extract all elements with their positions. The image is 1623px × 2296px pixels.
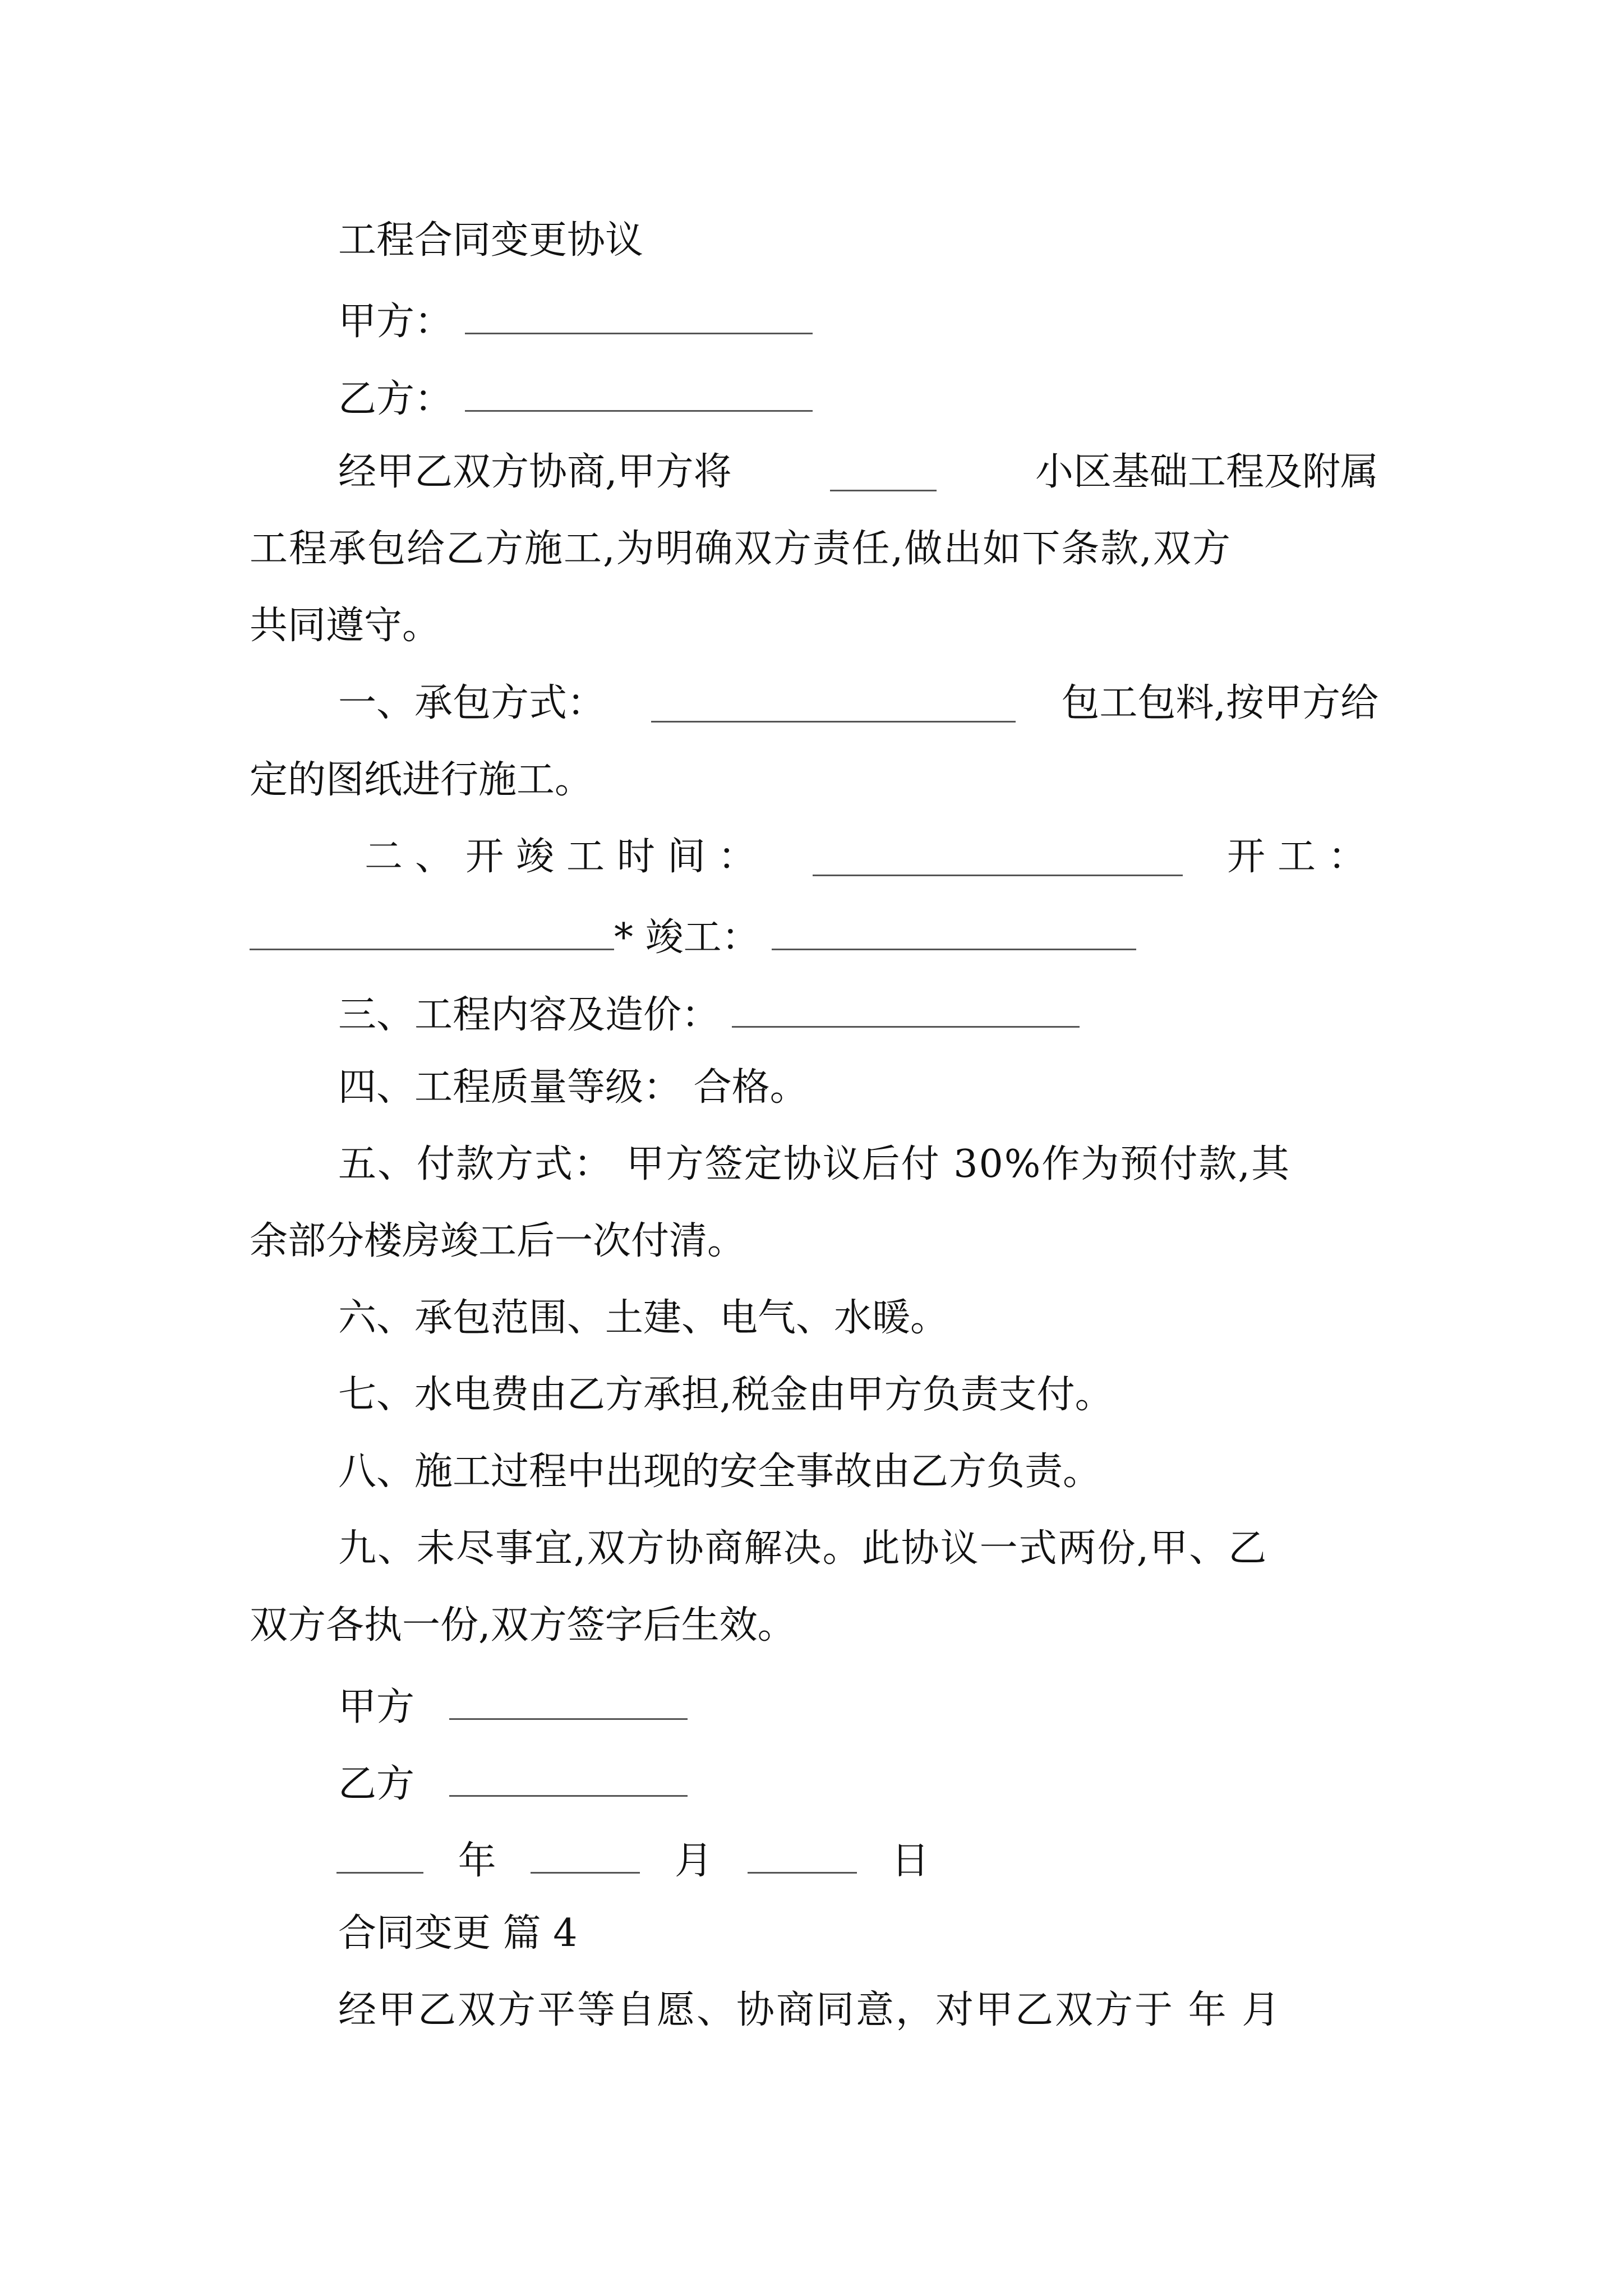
sign-b-label: 乙方	[338, 1762, 415, 1807]
item-1-line-1	[338, 681, 1378, 725]
sign-party-a	[338, 1684, 688, 1730]
item-4-line: 四、工程质量等级： 合格。	[338, 1065, 808, 1110]
day-blank	[748, 1838, 857, 1874]
item-2-end-label: 竣工：	[645, 915, 760, 960]
intro-text-1a: 经甲乙双方协商,甲方将	[338, 450, 732, 494]
item-2-blank-1	[813, 840, 1183, 876]
date-line	[336, 1838, 930, 1884]
party-a-blank	[465, 298, 813, 334]
intro-line-2: 工程承包给乙方施工,为明确双方责任,做出如下条款,双方	[250, 527, 1232, 571]
sign-b-blank	[449, 1761, 688, 1797]
item-2-blank-2	[250, 914, 614, 950]
sign-a-label: 甲方	[338, 1685, 415, 1730]
intro-line-3: 共同遵守。	[250, 604, 441, 648]
intro-blank	[830, 455, 937, 491]
item-5-line-2: 余部分楼房竣工后一次付清。	[250, 1219, 746, 1263]
item-2-line-1	[365, 835, 1378, 879]
year-label: 年	[458, 1839, 496, 1884]
item-1-label: 一、承包方式：	[338, 681, 606, 725]
item-2-line-2	[250, 914, 1136, 960]
final-paragraph-line: 经甲乙双方平等自愿、协商同意，对甲乙双方于 年 月	[338, 1988, 1282, 2032]
item-8-line: 八、施工过程中出现的安全事故由乙方负责。	[338, 1450, 1101, 1494]
item-3-label: 三、工程内容及造价：	[338, 993, 720, 1038]
party-b-line	[338, 376, 813, 422]
intro-text-1b: 小区基础工程及附属	[1035, 450, 1378, 494]
item-3-line	[338, 992, 1080, 1038]
day-label: 日	[891, 1839, 930, 1884]
item-2-star: *	[614, 915, 633, 960]
item-2-start-label: 开工：	[1227, 835, 1378, 879]
item-6-line: 六、承包范围、土建、电气、水暖。	[338, 1296, 949, 1340]
item-9-line-1: 九、未尽事宜,双方协商解决。此协议一式两份,甲、乙	[338, 1526, 1268, 1571]
sign-a-blank	[449, 1684, 688, 1720]
item-5-line-1: 五、付款方式： 甲方签定协议后付 30%作为预付款,其	[338, 1142, 1290, 1186]
item-9-line-2: 双方各执一份,双方签字后生效。	[250, 1603, 796, 1648]
section-heading: 合同变更 篇 4	[338, 1911, 578, 1955]
party-a-line	[338, 298, 813, 344]
item-2-blank-3	[772, 914, 1136, 950]
party-b-blank	[465, 376, 813, 412]
item-3-blank	[732, 992, 1080, 1028]
document-title: 工程合同变更协议	[338, 218, 644, 263]
item-7-line: 七、水电费由乙方承担,税金由甲方负责支付。	[338, 1373, 1113, 1417]
item-2-label: 二、开竣工时间：	[365, 835, 769, 879]
item-1-blank	[651, 687, 1016, 723]
item-1-line-2: 定的图纸进行施工。	[250, 758, 593, 802]
item-1-text: 包工包料,按甲方给	[1061, 681, 1378, 725]
month-blank	[531, 1838, 640, 1874]
party-b-label: 乙方：	[338, 377, 453, 422]
party-a-label: 甲方：	[338, 300, 453, 344]
sign-party-b	[338, 1761, 688, 1807]
intro-line-1	[338, 450, 1378, 494]
month-label: 月	[674, 1839, 713, 1884]
year-blank	[336, 1838, 423, 1874]
